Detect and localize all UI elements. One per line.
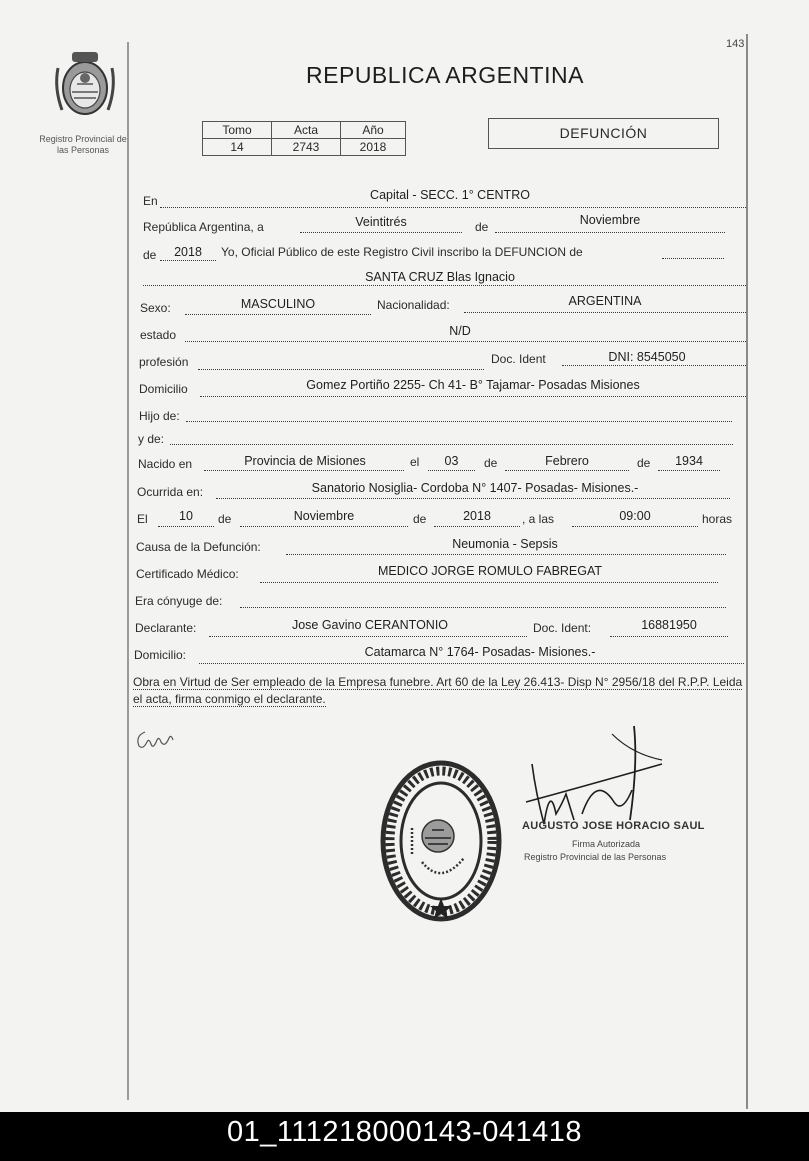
- dotted-line: [464, 312, 746, 313]
- dotted-line: [572, 526, 698, 527]
- meta-value-tomo: 14: [203, 139, 272, 156]
- dotted-line: [495, 232, 725, 233]
- dotted-line: [286, 554, 726, 555]
- def-anio-value: 2018: [463, 509, 491, 523]
- dotted-line: [658, 470, 720, 471]
- officer-text: Yo, Oficial Público de este Registro Civil inscribo la DEFUNCION de: [221, 245, 583, 259]
- dotted-line: [186, 421, 732, 422]
- el-label: el: [410, 455, 420, 469]
- official-seal-icon: [378, 758, 504, 924]
- dotted-line: [434, 526, 520, 527]
- day-word-value: Veintitrés: [355, 215, 407, 229]
- dotted-line: [300, 232, 462, 233]
- dotted-line: [662, 258, 724, 259]
- dotted-line: [428, 470, 475, 471]
- horas-label: horas: [702, 512, 733, 526]
- doc-ident-label: Doc. Ident: [491, 352, 546, 366]
- nacionalidad-label: Nacionalidad:: [377, 298, 450, 312]
- doc-ident-value: DNI: 8545050: [608, 350, 686, 364]
- dotted-line: [610, 636, 728, 637]
- estado-value: N/D: [449, 324, 471, 338]
- place-value: Capital - SECC. 1° CENTRO: [370, 188, 530, 202]
- def-dia-value: 10: [179, 509, 193, 523]
- page-number: 143: [726, 38, 745, 50]
- registry-caption: Registro Provincial de las Personas: [39, 134, 127, 155]
- sexo-label: Sexo:: [140, 301, 171, 315]
- def-hora-value: 09:00: [619, 509, 651, 523]
- dotted-line: [160, 207, 746, 208]
- dotted-line: [200, 396, 746, 397]
- sexo-value: MASCULINO: [240, 297, 316, 311]
- dotted-line: [198, 369, 484, 370]
- dotted-line: [209, 636, 527, 637]
- meta-header-acta: Acta: [272, 122, 341, 139]
- dotted-line: [170, 444, 733, 445]
- dotted-line: [260, 582, 718, 583]
- def-mes-value: Noviembre: [293, 509, 355, 523]
- causa-label: Causa de la Defunción:: [136, 540, 261, 554]
- causa-value: Neumonia - Sepsis: [452, 537, 558, 551]
- alas-label: , a las: [522, 512, 555, 526]
- dotted-line: [185, 314, 371, 315]
- meta-header-tomo: Tomo: [203, 122, 272, 139]
- profesion-label: profesión: [139, 355, 189, 369]
- dotted-line: [204, 470, 404, 471]
- dotted-line: [216, 498, 730, 499]
- doc-ident2-value: 16881950: [641, 618, 697, 632]
- dotted-line: [240, 607, 726, 608]
- dotted-line: [185, 341, 746, 342]
- declarante-value: Jose Gavino CERANTONIO: [291, 618, 449, 632]
- record-meta-table: [202, 121, 406, 156]
- domicilio-label: Domicilio: [139, 382, 188, 396]
- meta-value-acta: 2743: [272, 139, 341, 156]
- month-value: Noviembre: [579, 213, 641, 227]
- certificado-value: MEDICO JORGE ROMULO FABREGAT: [377, 564, 603, 578]
- deceased-name-value: SANTA CRUZ Blas Ignacio: [365, 270, 515, 284]
- certificado-label: Certificado Médico:: [136, 567, 239, 581]
- dotted-line: [160, 260, 216, 261]
- de6-label: de: [413, 512, 427, 526]
- de5-label: de: [218, 512, 232, 526]
- en-label: En: [143, 194, 158, 208]
- domicilio2-value: Catamarca N° 1764- Posadas- Misiones.-: [364, 645, 596, 659]
- dotted-line: [158, 526, 214, 527]
- republica-label: República Argentina, a: [143, 220, 264, 234]
- y-de-label: y de:: [138, 432, 165, 446]
- ocurrida-value: Sanatorio Nosiglia- Cordoba N° 1407- Posadas- Misiones.-: [311, 481, 639, 495]
- document-title: REPUBLICA ARGENTINA: [306, 62, 584, 88]
- meta-header-anio: Año: [341, 122, 406, 139]
- declarante-label: Declarante:: [135, 621, 197, 635]
- year-value: 2018: [174, 245, 202, 259]
- document-type-box: DEFUNCIÓN: [488, 118, 719, 149]
- domicilio2-label: Domicilio:: [134, 648, 187, 662]
- estado-label: estado: [140, 328, 177, 342]
- left-margin-line: [127, 42, 129, 1100]
- document-id-footer: 01_111218000143-041418: [0, 1112, 809, 1161]
- nacido-dia-value: 03: [444, 454, 459, 468]
- hijo-label: Hijo de:: [139, 409, 180, 423]
- conyuge-label: Era cónyuge de:: [135, 594, 223, 608]
- nacido-anio-value: 1934: [675, 454, 703, 468]
- dotted-line: [505, 470, 629, 471]
- dotted-line: [562, 365, 746, 366]
- nacido-mes-value: Febrero: [545, 454, 589, 468]
- de3-label: de: [484, 456, 498, 470]
- right-margin-line: [746, 34, 748, 1109]
- el2-label: El: [137, 512, 148, 526]
- dotted-line: [143, 285, 746, 286]
- nacido-lugar-value: Provincia de Misiones: [244, 454, 366, 468]
- domicilio-value: Gomez Portiño 2255- Ch 41- B° Tajamar- Posadas Misiones: [306, 378, 640, 392]
- dotted-line: [199, 663, 744, 664]
- ocurrida-label: Ocurrida en:: [137, 485, 204, 499]
- signature-scribble-icon: [522, 724, 672, 834]
- de4-label: de: [637, 456, 651, 470]
- nacionalidad-value: ARGENTINA: [568, 294, 642, 308]
- legal-note: Obra en Virtud de Ser empleado de la Empresa funebre. Art 60 de la Ley 26.413- Disp N° 2956/18 del R.P.P. Leida el acta, firma conmigo el declarante.: [133, 675, 743, 706]
- dotted-line: [240, 526, 408, 527]
- signatory-role: Firma Autorizada: [572, 839, 641, 849]
- meta-value-anio: 2018: [341, 139, 406, 156]
- de2-label: de: [143, 248, 157, 262]
- handwritten-initials-icon: [133, 724, 183, 752]
- province-coat-of-arms-icon: [50, 48, 120, 124]
- signatory-name: AUGUSTO JOSE HORACIO SAUL: [522, 820, 705, 832]
- doc-ident2-label: Doc. Ident:: [533, 621, 592, 635]
- de-label: de: [475, 220, 489, 234]
- signatory-office: Registro Provincial de las Personas: [524, 852, 667, 862]
- nacido-label: Nacido en: [138, 457, 193, 471]
